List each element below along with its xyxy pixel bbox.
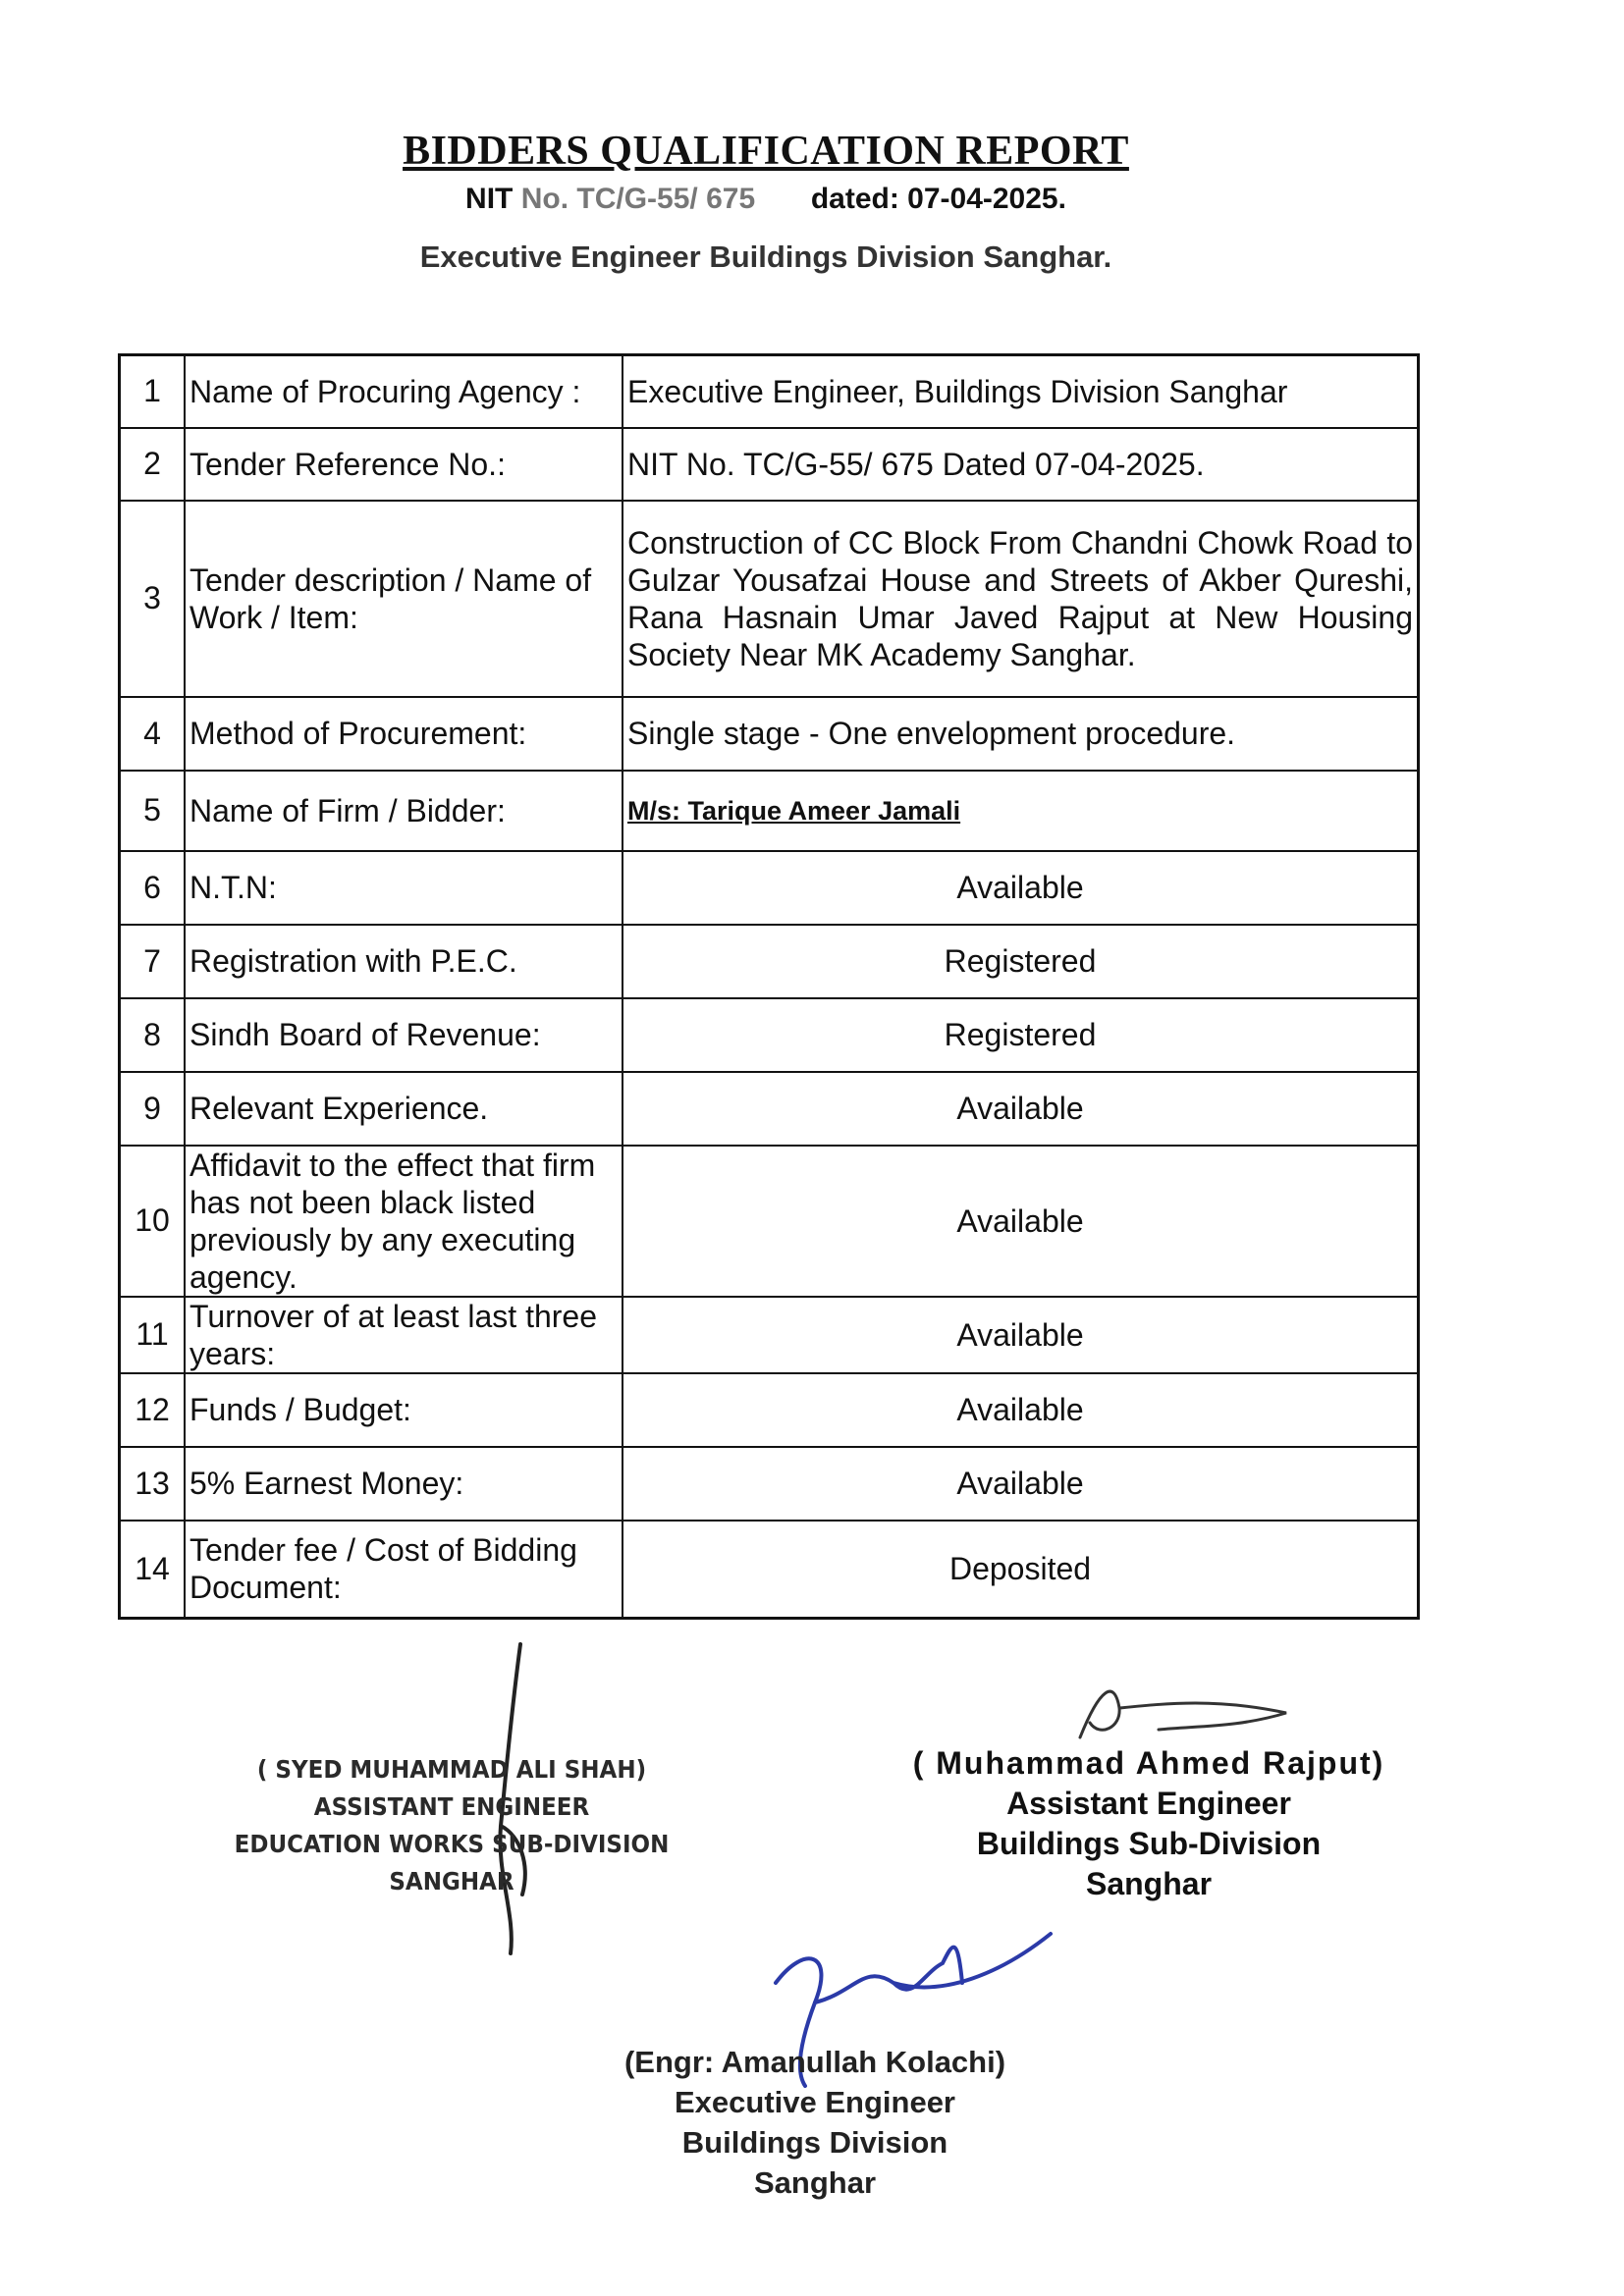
signature-block-bottom <box>550 2042 1080 2203</box>
row-number: 2 <box>120 428 186 501</box>
table-row <box>120 1072 1419 1146</box>
signatory-office: EDUCATION WORKS SUB-DIVISION <box>234 1830 670 1858</box>
signatory-name: ( Muhammad Ahmed Rajput) <box>912 1745 1385 1781</box>
row-value: Available <box>623 1447 1419 1521</box>
table-row <box>120 1521 1419 1619</box>
signatory-office: Buildings Sub-Division <box>976 1826 1322 1861</box>
row-value: Registered <box>623 998 1419 1072</box>
row-label: Sindh Board of Revenue: <box>185 998 623 1072</box>
table-row <box>120 1447 1419 1521</box>
row-label: Funds / Budget: <box>185 1373 623 1447</box>
table-row <box>120 355 1419 428</box>
qualification-table <box>118 353 1420 1620</box>
table-row <box>120 501 1419 697</box>
nit-date: dated: 07-04-2025. <box>810 183 1066 215</box>
row-label: Relevant Experience. <box>185 1072 623 1146</box>
row-value: Available <box>623 851 1419 925</box>
row-label: Tender description / Name of Work / Item: <box>185 501 623 697</box>
row-value: Available <box>623 1297 1419 1373</box>
row-number: 4 <box>120 697 186 771</box>
nit-prefix: NIT <box>465 183 514 215</box>
row-label: Tender fee / Cost of Bidding Document: <box>185 1521 623 1619</box>
row-number: 7 <box>120 925 186 998</box>
row-label: N.T.N: <box>185 851 623 925</box>
row-number: 5 <box>120 771 186 851</box>
firm-name: M/s: Tarique Ameer Jamali <box>623 771 1419 851</box>
table-row <box>120 771 1419 851</box>
row-value: Available <box>623 1072 1419 1146</box>
signature-block-left <box>217 1751 686 1900</box>
signatory-place: SANGHAR <box>389 1867 514 1896</box>
row-value: Construction of CC Block From Chandni Chowk Road to Gulzar Yousafzai House and Streets of Akber Qureshi, Rana Hasnain Umar Javed Rajput at New Housing Society Near MK Academy Sanghar. <box>623 501 1419 697</box>
row-value: Registered <box>623 925 1419 998</box>
nit-line <box>0 183 1532 216</box>
row-value: Available <box>623 1146 1419 1297</box>
row-label: Tender Reference No.: <box>185 428 623 501</box>
row-number: 3 <box>120 501 186 697</box>
signatory-name: (Engr: Amanullah Kolachi) <box>623 2045 1006 2079</box>
row-value: Deposited <box>623 1521 1419 1619</box>
table-row <box>120 1297 1419 1373</box>
row-number: 10 <box>120 1146 186 1297</box>
table-row <box>120 998 1419 1072</box>
row-number: 14 <box>120 1521 186 1619</box>
signatory-place: Sanghar <box>753 2165 877 2200</box>
table-row <box>120 1373 1419 1447</box>
signatory-office: Buildings Division <box>681 2125 948 2160</box>
row-value: Single stage - One envelopment procedure. <box>623 697 1419 771</box>
row-label: Affidavit to the effect that firm has not been black listed previously by any executing agency. <box>185 1146 623 1297</box>
row-label: Name of Firm / Bidder: <box>185 771 623 851</box>
row-label: Name of Procuring Agency : <box>185 355 623 428</box>
row-label: Method of Procurement: <box>185 697 623 771</box>
table-row <box>120 925 1419 998</box>
office-heading: Executive Engineer Buildings Division Sanghar. <box>419 240 1112 274</box>
table-row <box>120 697 1419 771</box>
signatory-designation: Executive Engineer <box>674 2085 955 2119</box>
table-row <box>120 851 1419 925</box>
signatory-place: Sanghar <box>1085 1866 1213 1901</box>
signature-block-right <box>864 1743 1434 1904</box>
report-title: BIDDERS QUALIFICATION REPORT <box>403 129 1129 174</box>
table-row <box>120 428 1419 501</box>
row-number: 9 <box>120 1072 186 1146</box>
row-number: 12 <box>120 1373 186 1447</box>
table-row <box>120 1146 1419 1297</box>
row-label: Turnover of at least last three years: <box>185 1297 623 1373</box>
row-number: 13 <box>120 1447 186 1521</box>
nit-number: No. TC/G-55/ 675 <box>520 183 756 215</box>
signatory-designation: Assistant Engineer <box>1006 1786 1291 1821</box>
row-value: NIT No. TC/G-55/ 675 Dated 07-04-2025. <box>623 428 1419 501</box>
row-number: 11 <box>120 1297 186 1373</box>
row-label: 5% Earnest Money: <box>185 1447 623 1521</box>
row-value: Available <box>623 1373 1419 1447</box>
row-number: 1 <box>120 355 186 428</box>
row-number: 8 <box>120 998 186 1072</box>
signatory-designation: ASSISTANT ENGINEER <box>313 1792 590 1821</box>
signatory-name: ( SYED MUHAMMAD ALI SHAH) <box>256 1755 647 1784</box>
row-number: 6 <box>120 851 186 925</box>
row-label: Registration with P.E.C. <box>185 925 623 998</box>
row-value: Executive Engineer, Buildings Division Sanghar <box>623 355 1419 428</box>
